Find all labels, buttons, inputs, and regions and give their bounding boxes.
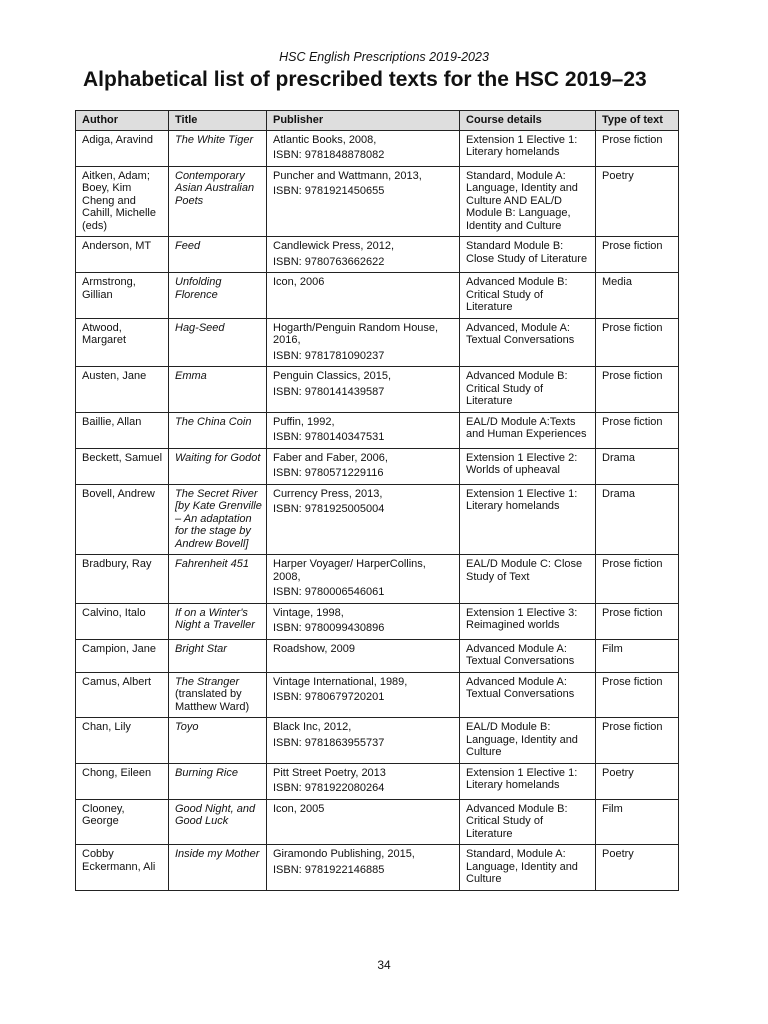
- table-body: [76, 130, 679, 890]
- publisher-line: Vintage, 1998,: [273, 606, 344, 619]
- type-of-text-cell: Drama: [596, 448, 679, 484]
- title-text: Toyo: [175, 721, 199, 733]
- table-row: [76, 639, 679, 672]
- publisher-line: Icon, 2005: [273, 802, 325, 815]
- title-text: Burning Rice: [175, 766, 238, 779]
- title-text: Hag-Seed: [175, 321, 225, 334]
- type-of-text-cell: Drama: [596, 484, 679, 555]
- author-cell: Beckett, Samuel: [76, 448, 169, 484]
- course-details-cell: EAL/D Module B: Language, Identity and Culture: [460, 718, 596, 764]
- course-details-cell: Extension 1 Elective 1: Literary homelands: [460, 484, 596, 555]
- title-text: Feed: [175, 240, 201, 252]
- author-cell: Camus, Albert: [76, 672, 169, 718]
- type-of-text-cell: Prose fiction: [596, 318, 679, 367]
- title-cell: [169, 237, 267, 273]
- title-text: Bright Star: [175, 642, 227, 655]
- title-text: Unfolding Florence: [175, 276, 222, 301]
- title-cell: [169, 603, 267, 639]
- course-details-cell: Advanced Module A: Textual Conversations: [460, 639, 596, 672]
- publisher-cell: [267, 484, 460, 555]
- publisher-line: Hogarth/Penguin Random House, 2016,: [273, 321, 439, 346]
- type-of-text-cell: Prose fiction: [596, 412, 679, 448]
- publisher-line: Penguin Classics, 2015,: [273, 370, 392, 382]
- publisher-cell: [267, 718, 460, 764]
- title-cell: [169, 448, 267, 484]
- title-text: The White Tiger: [175, 133, 254, 146]
- title-cell: [169, 845, 267, 891]
- author-cell: Aitken, Adam; Boey, Kim Cheng and Cahill, Michelle (eds): [76, 166, 169, 237]
- author-cell: Austen, Jane: [76, 367, 169, 413]
- title-cell: [169, 412, 267, 448]
- publisher-line: ISBN: 9781922146885: [273, 863, 385, 876]
- title-text: The China Coin: [175, 415, 252, 428]
- publisher-line: Puffin, 1992,: [273, 415, 335, 428]
- author-cell: Bradbury, Ray: [76, 555, 169, 604]
- publisher-cell: [267, 237, 460, 273]
- publisher-cell: [267, 639, 460, 672]
- running-head: HSC English Prescriptions 2019-2023: [279, 50, 489, 64]
- publisher-line: Atlantic Books, 2008,: [273, 133, 377, 146]
- publisher-line: Harper Voyager/ HarperCollins, 2008,: [273, 558, 426, 583]
- author-cell: Calvino, Italo: [76, 603, 169, 639]
- title-text: The Secret River [by Kate Grenville – An adaptation for the stage by Andrew Bovell]: [175, 487, 262, 550]
- author-cell: Clooney, George: [76, 799, 169, 845]
- publisher-line: Puncher and Wattmann, 2013,: [273, 169, 422, 182]
- publisher-cell: [267, 448, 460, 484]
- title-text: Contemporary Asian Australian Poets: [175, 169, 255, 207]
- publisher-cell: [267, 763, 460, 799]
- author-cell: Chan, Lily: [76, 718, 169, 764]
- table-row: [76, 672, 679, 718]
- publisher-line: Candlewick Press, 2012,: [273, 240, 395, 252]
- header-title: Title: [169, 111, 267, 131]
- table-row: [76, 555, 679, 604]
- title-text: Inside my Mother: [175, 848, 260, 860]
- course-details-cell: Extension 1 Elective 1: Literary homelands: [460, 130, 596, 166]
- publisher-line: ISBN: 9781922080264: [273, 782, 385, 794]
- publisher-line: ISBN: 9780006546061: [273, 586, 385, 598]
- author-cell: Atwood, Margaret: [76, 318, 169, 367]
- course-details-cell: Extension 1 Elective 3: Reimagined worlds: [460, 603, 596, 639]
- table-row: [76, 130, 679, 166]
- type-of-text-cell: Prose fiction: [596, 718, 679, 764]
- publisher-cell: [267, 273, 460, 319]
- course-details-cell: EAL/D Module C: Close Study of Text: [460, 555, 596, 604]
- publisher-line: ISBN: 9780141439587: [273, 385, 385, 398]
- table-row: [76, 367, 679, 413]
- publisher-line: ISBN: 9780140347531: [273, 431, 385, 443]
- table-row: [76, 166, 679, 237]
- course-details-cell: Standard, Module A: Language, Identity and Culture: [460, 845, 596, 891]
- table-row: [76, 603, 679, 639]
- publisher-cell: [267, 845, 460, 891]
- title-cell: [169, 273, 267, 319]
- publisher-line: ISBN: 9780099430896: [273, 622, 385, 634]
- table-header-row: [76, 111, 679, 131]
- publisher-line: Icon, 2006: [273, 276, 325, 288]
- publisher-line: Vintage International, 1989,: [273, 675, 408, 688]
- title-cell: [169, 763, 267, 799]
- type-of-text-cell: Film: [596, 639, 679, 672]
- type-of-text-cell: Prose fiction: [596, 555, 679, 604]
- type-of-text-cell: Prose fiction: [596, 130, 679, 166]
- title-cell: [169, 555, 267, 604]
- author-cell: Campion, Jane: [76, 639, 169, 672]
- title-cell: [169, 166, 267, 237]
- page-number: 34: [377, 958, 391, 972]
- title-text: Waiting for Godot: [175, 451, 261, 464]
- type-of-text-cell: Poetry: [596, 763, 679, 799]
- table-row: [76, 412, 679, 448]
- publisher-line: ISBN: 9780571229116: [273, 467, 384, 479]
- title-cell: [169, 318, 267, 367]
- publisher-line: Currency Press, 2013,: [273, 487, 383, 500]
- title-text: Good Night, and Good Luck: [175, 802, 256, 827]
- title-text: If on a Winter's Night a Traveller: [175, 606, 255, 631]
- course-details-cell: Standard Module B: Close Study of Literature: [460, 237, 596, 273]
- course-details-cell: Advanced Module B: Critical Study of Literature: [460, 799, 596, 845]
- course-details-cell: Advanced Module A: Textual Conversations: [460, 672, 596, 718]
- type-of-text-cell: Film: [596, 799, 679, 845]
- table-row: [76, 718, 679, 764]
- publisher-line: ISBN: 9781863955737: [273, 736, 385, 749]
- author-cell: Armstrong, Gillian: [76, 273, 169, 319]
- publisher-line: Giramondo Publishing, 2015,: [273, 848, 415, 860]
- type-of-text-cell: Prose fiction: [596, 672, 679, 718]
- course-details-cell: Advanced Module B: Critical Study of Literature: [460, 367, 596, 413]
- publisher-cell: [267, 166, 460, 237]
- publisher-line: ISBN: 9780679720201: [273, 691, 385, 703]
- author-cell: Cobby Eckermann, Ali: [76, 845, 169, 891]
- title-cell: [169, 484, 267, 555]
- publisher-cell: [267, 603, 460, 639]
- type-of-text-cell: Poetry: [596, 166, 679, 237]
- title-cell: [169, 799, 267, 845]
- publisher-cell: [267, 799, 460, 845]
- publisher-line: ISBN: 9781925005004: [273, 503, 385, 515]
- title-cell: [169, 639, 267, 672]
- publisher-cell: [267, 130, 460, 166]
- course-details-cell: Extension 1 Elective 1: Literary homelands: [460, 763, 596, 799]
- type-of-text-cell: Media: [596, 273, 679, 319]
- prescribed-texts-table: [75, 110, 679, 891]
- type-of-text-cell: Prose fiction: [596, 603, 679, 639]
- publisher-line: Black Inc, 2012,: [273, 721, 352, 733]
- course-details-cell: Advanced, Module A: Textual Conversations: [460, 318, 596, 367]
- publisher-line: Pitt Street Poetry, 2013: [273, 766, 386, 779]
- header-publisher: Publisher: [267, 111, 460, 131]
- title-cell: [169, 367, 267, 413]
- page-title: Alphabetical list of prescribed texts for the HSC 2019–23: [83, 68, 647, 91]
- publisher-line: ISBN: 9781781090237: [273, 349, 385, 362]
- table-row: [76, 237, 679, 273]
- publisher-cell: [267, 412, 460, 448]
- header-type-of-text: Type of text: [596, 111, 679, 131]
- author-cell: Chong, Eileen: [76, 763, 169, 799]
- type-of-text-cell: Prose fiction: [596, 367, 679, 413]
- type-of-text-cell: Poetry: [596, 845, 679, 891]
- title-text: The Stranger: [175, 675, 240, 688]
- author-cell: Bovell, Andrew: [76, 484, 169, 555]
- table-row: [76, 484, 679, 555]
- publisher-cell: [267, 555, 460, 604]
- title-text: Fahrenheit 451: [175, 558, 249, 570]
- table-row: [76, 448, 679, 484]
- table-row: [76, 318, 679, 367]
- publisher-cell: [267, 367, 460, 413]
- author-cell: Adiga, Aravind: [76, 130, 169, 166]
- publisher-line: ISBN: 9781848878082: [273, 149, 385, 161]
- author-cell: Baillie, Allan: [76, 412, 169, 448]
- header-author: Author: [76, 111, 169, 131]
- publisher-line: Roadshow, 2009: [273, 642, 355, 655]
- course-details-cell: Extension 1 Elective 2: Worlds of upheaval: [460, 448, 596, 484]
- title-cell: [169, 672, 267, 718]
- course-details-cell: Standard, Module A: Language, Identity and Culture AND EAL/D Module B: Language, Identity and Culture: [460, 166, 596, 237]
- header-course-details: Course details: [460, 111, 596, 131]
- publisher-line: ISBN: 9780763662622: [273, 255, 385, 268]
- table-row: [76, 845, 679, 891]
- course-details-cell: Advanced Module B: Critical Study of Literature: [460, 273, 596, 319]
- title-cell: [169, 718, 267, 764]
- publisher-line: Faber and Faber, 2006,: [273, 451, 388, 464]
- title-cell: [169, 130, 267, 166]
- type-of-text-cell: Prose fiction: [596, 237, 679, 273]
- publisher-line: ISBN: 9781921450655: [273, 185, 385, 197]
- title-text: Emma: [175, 370, 207, 382]
- publisher-cell: [267, 318, 460, 367]
- table-row: [76, 799, 679, 845]
- author-cell: Anderson, MT: [76, 237, 169, 273]
- table-row: [76, 273, 679, 319]
- publisher-cell: [267, 672, 460, 718]
- course-details-cell: EAL/D Module A:Texts and Human Experiences: [460, 412, 596, 448]
- table-row: [76, 763, 679, 799]
- title-subtitle: (translated by Matthew Ward): [175, 688, 250, 713]
